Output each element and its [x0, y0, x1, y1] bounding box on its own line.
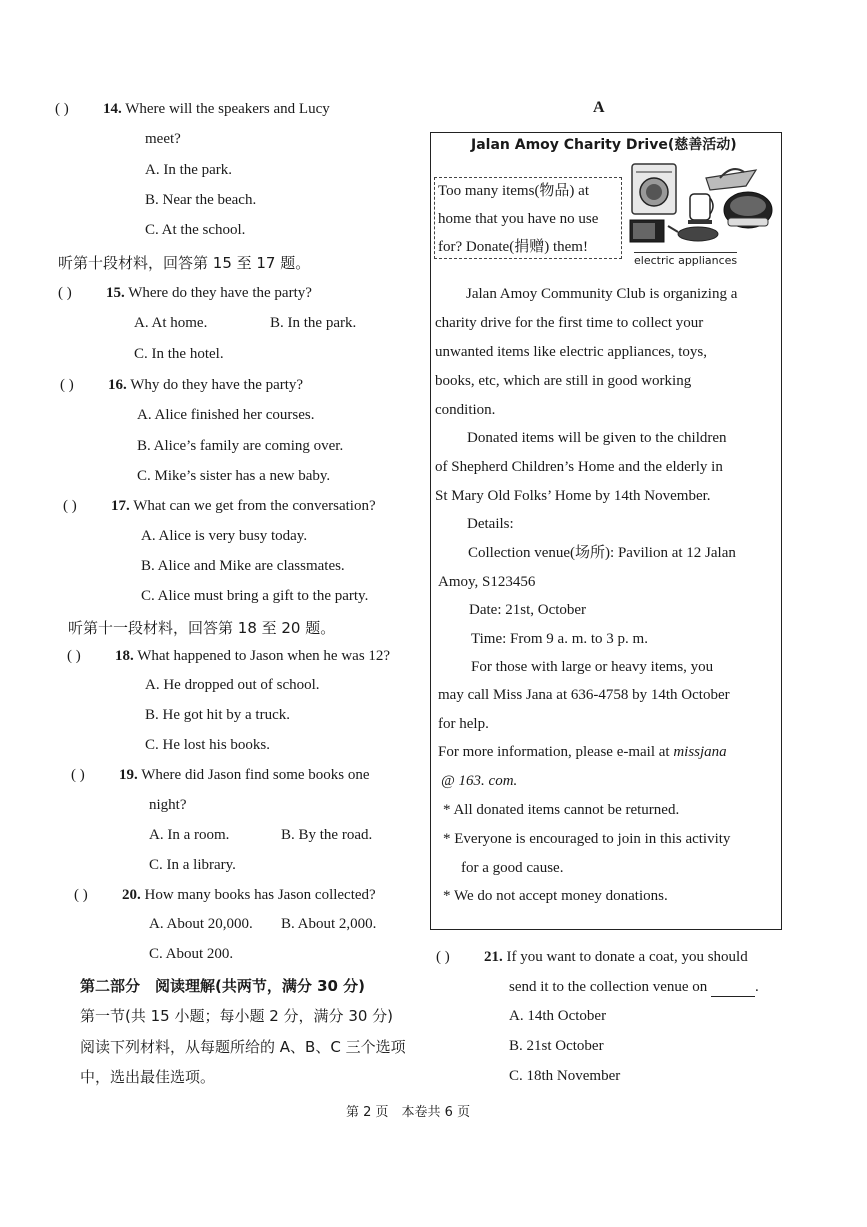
bullet-text: Everyone is encouraged to join in this activity: [454, 831, 731, 847]
option-c: C. Alice must bring a gift to the party.: [141, 588, 369, 604]
option-b: B. Alice’s family are coming over.: [137, 438, 344, 454]
bullet-1: [443, 800, 679, 820]
question-number: 20.: [122, 887, 141, 903]
bullet-2: [443, 829, 730, 849]
option-a: A. Alice is very busy today.: [141, 528, 308, 544]
answer-bracket[interactable]: ( ): [55, 101, 69, 117]
pan-icon: [668, 226, 718, 241]
answer-bracket[interactable]: ( ): [71, 767, 85, 783]
bullet-text: All donated items cannot be returned.: [453, 802, 680, 818]
ad-line-3: for? Donate(捐赠) them!: [438, 239, 588, 255]
microwave-icon: [630, 220, 664, 242]
large-items-line3: for help.: [438, 716, 489, 732]
question-number: 14.: [103, 101, 122, 117]
question-end-mark: .: [755, 979, 759, 995]
large-items-line1: For those with large or heavy items, you: [471, 659, 714, 675]
question-number: 16.: [108, 377, 127, 393]
option-b: B. Near the beach.: [145, 192, 257, 208]
question-21: [436, 947, 748, 967]
option-c: C. About 200.: [149, 946, 234, 962]
question-16: [60, 375, 303, 395]
answer-bracket[interactable]: ( ): [436, 949, 450, 965]
electric-appliances-image: [628, 160, 778, 250]
iron-icon: [706, 169, 756, 190]
question-text: Where did Jason find some books one: [141, 767, 370, 783]
option-b: B. About 2,000.: [281, 916, 377, 932]
answer-bracket[interactable]: ( ): [74, 887, 88, 903]
instructions-line-2: 中，选出最佳选项。: [80, 1068, 216, 1086]
para2-line1: Donated items will be given to the children: [467, 430, 727, 446]
answer-bracket[interactable]: ( ): [67, 648, 81, 664]
more-info-text: For more information, please e-mail at: [438, 744, 670, 760]
section-heading-10: 听第十段材料，回答第 15 至 17 题。: [58, 254, 311, 272]
question-14: [55, 99, 330, 119]
para1-line2: charity drive for the first time to collect your: [435, 315, 704, 331]
option-b: B. He got hit by a truck.: [145, 707, 290, 723]
question-text: Where will the speakers and Lucy: [125, 101, 330, 117]
option-c: C. In the hotel.: [134, 346, 224, 362]
answer-bracket[interactable]: ( ): [60, 377, 74, 393]
para1-line3: unwanted items like electric appliances, toys,: [435, 344, 707, 360]
question-text-cont: night?: [149, 797, 187, 813]
kettle-icon: [688, 194, 713, 224]
venue-line2: Amoy, S123456: [438, 574, 536, 590]
details-label: Details:: [467, 516, 514, 532]
option-c: C. 18th November: [509, 1068, 621, 1084]
para2-line3: St Mary Old Folks’ Home by 14th November.: [435, 488, 711, 504]
para2-line2: of Shepherd Children’s Home and the elderly in: [435, 459, 723, 475]
page-footer: 第 2 页 本卷共 6 页: [346, 1105, 471, 1120]
bullet-text: We do not accept money donations.: [453, 888, 668, 904]
passage-label: A: [593, 99, 605, 116]
question-text: If you want to donate a coat, you should: [506, 949, 748, 965]
question-number: 15.: [106, 285, 125, 301]
rice-cooker-icon: [724, 192, 772, 228]
time-line: Time: From 9 a. m. to 3 p. m.: [471, 631, 648, 647]
section-one-heading: 第一节(共 15 小题；每小题 2 分，满分 30 分): [80, 1007, 394, 1025]
option-b: B. 21st October: [509, 1038, 604, 1054]
bullet-3: [443, 886, 668, 906]
answer-bracket[interactable]: ( ): [58, 285, 72, 301]
bullet-star-icon: *: [443, 888, 451, 904]
option-a: A. In a room.: [149, 827, 230, 843]
question-text: How many books has Jason collected?: [144, 887, 376, 903]
question-text: What happened to Jason when he was 12?: [137, 648, 391, 664]
option-a: A. 14th October: [509, 1008, 607, 1024]
question-text: Why do they have the party?: [130, 377, 304, 393]
ad-line-1: Too many items(物品) at: [438, 183, 590, 199]
option-a: A. He dropped out of school.: [145, 677, 320, 693]
large-items-line2: may call Miss Jana at 636-4758 by 14th October: [438, 687, 730, 703]
question-text-cont: [509, 977, 759, 997]
option-a: A. At home.: [134, 315, 208, 331]
email-link[interactable]: missjana: [673, 744, 727, 760]
question-text: What can we get from the conversation?: [133, 498, 376, 514]
question-15: [58, 283, 312, 303]
option-c: C. At the school.: [145, 222, 246, 238]
instructions-line-1: 阅读下列材料，从每题所给的 A、B、C 三个选项: [80, 1038, 406, 1056]
question-18: [67, 646, 390, 666]
para1-line4: books, etc, which are still in good working: [435, 373, 692, 389]
image-caption: electric appliances: [634, 254, 738, 267]
option-c: C. Mike’s sister has a new baby.: [137, 468, 331, 484]
question-number: 18.: [115, 648, 134, 664]
question-text-cont: meet?: [145, 131, 181, 147]
part-two-heading: 第二部分 阅读理解(共两节，满分 30 分): [80, 977, 366, 995]
question-17: [63, 496, 376, 516]
option-b: B. By the road.: [281, 827, 373, 843]
option-c: C. He lost his books.: [145, 737, 271, 753]
email-link-cont[interactable]: @ 163. com.: [441, 773, 518, 789]
bullet-star-icon: *: [443, 831, 451, 847]
question-number: 17.: [111, 498, 130, 514]
question-text-line2: send it to the collection venue on: [509, 979, 708, 995]
question-20: [74, 885, 376, 905]
option-a: A. In the park.: [145, 162, 233, 178]
option-b: B. Alice and Mike are classmates.: [141, 558, 345, 574]
bullet-star-icon: *: [443, 802, 451, 818]
passage-title: Jalan Amoy Charity Drive(慈善活动): [471, 137, 737, 153]
question-number: 21.: [484, 949, 503, 965]
ad-line-2: home that you have no use: [438, 211, 599, 227]
para1-line1: Jalan Amoy Community Club is organizing a: [466, 286, 738, 302]
option-a: A. About 20,000.: [149, 916, 253, 932]
section-heading-11: 听第十一段材料，回答第 18 至 20 题。: [68, 619, 336, 637]
more-info-line: [438, 742, 727, 762]
answer-blank[interactable]: [711, 982, 755, 997]
venue-line1: Collection venue(场所): Pavilion at 12 Jalan: [468, 545, 736, 561]
bullet-2-cont: for a good cause.: [461, 860, 564, 876]
question-19: [71, 765, 370, 785]
question-number: 19.: [119, 767, 138, 783]
option-a: A. Alice finished her courses.: [137, 407, 315, 423]
washing-machine-icon: [632, 164, 676, 214]
question-text: Where do they have the party?: [128, 285, 312, 301]
para1-line5: condition.: [435, 402, 496, 418]
option-b: B. In the park.: [270, 315, 357, 331]
option-c: C. In a library.: [149, 857, 236, 873]
date-line: Date: 21st, October: [469, 602, 587, 618]
answer-bracket[interactable]: ( ): [63, 498, 77, 514]
